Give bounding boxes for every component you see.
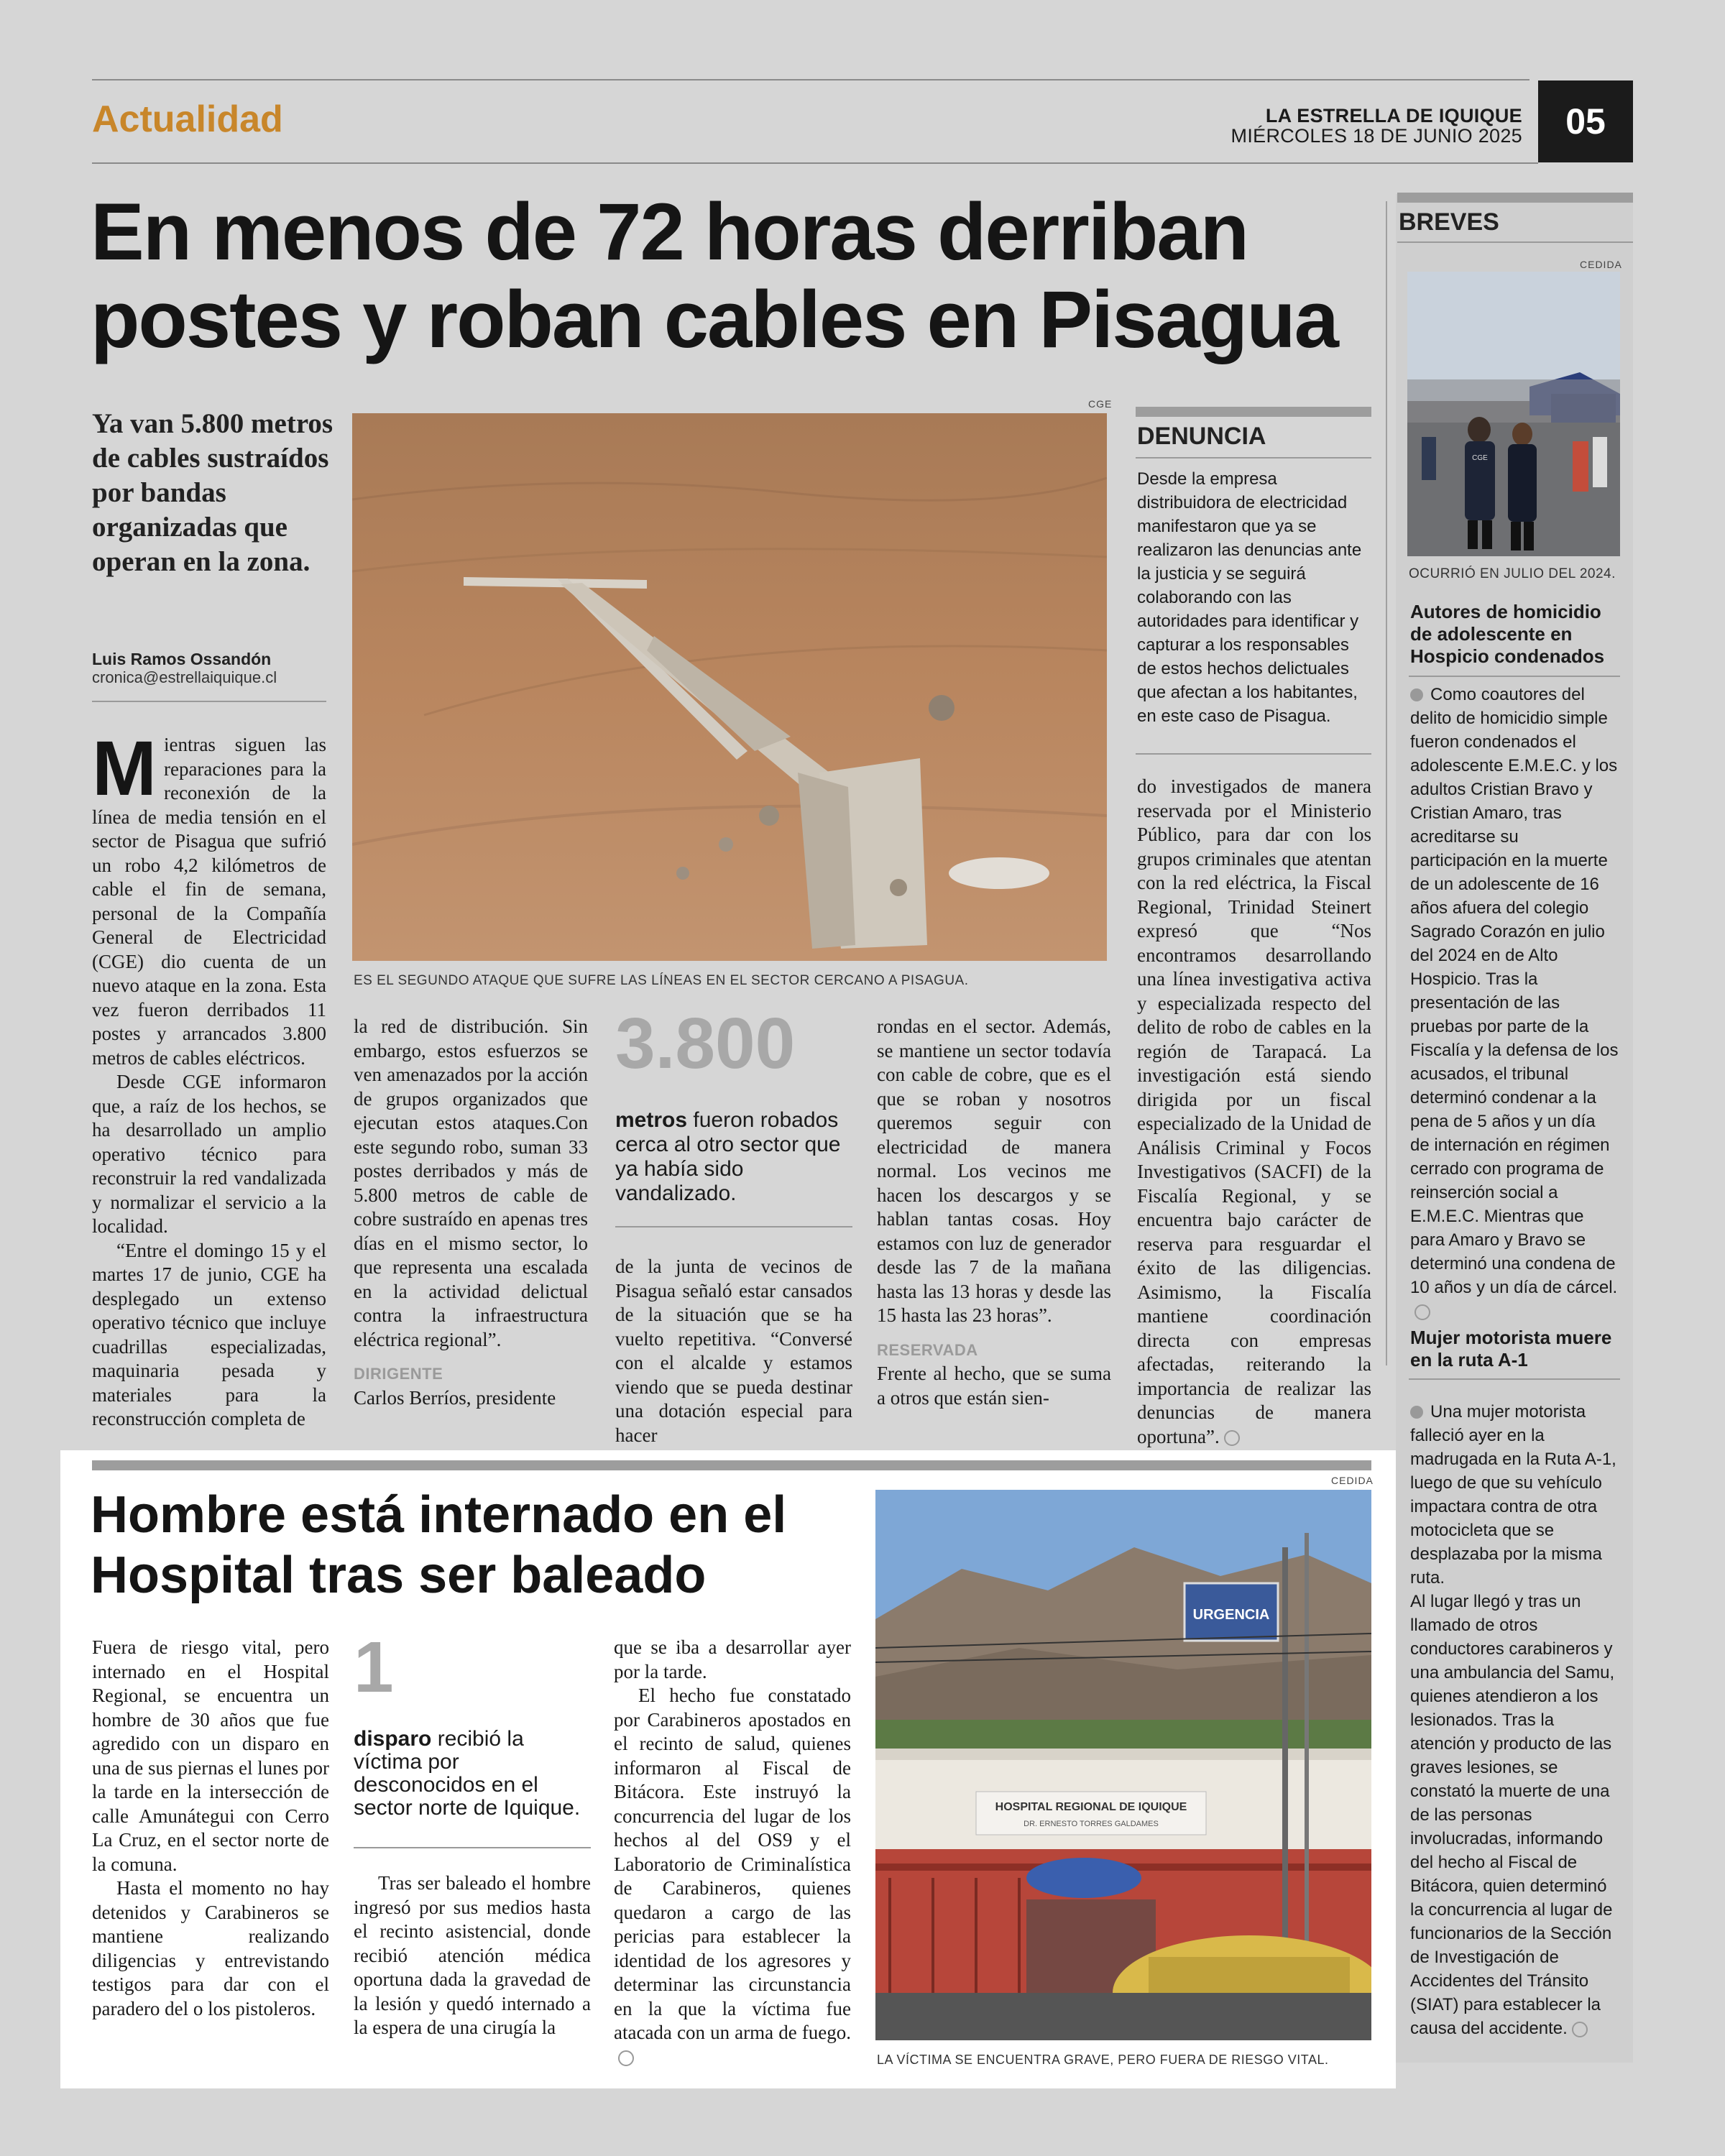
main-body-p2: Desde CGE informaron que, a raíz de los hechos, se ha desarrollado un amplio operativo técnico para reconstruir la red vandalizada y normalizar el servicio a la localidad. <box>92 1071 326 1237</box>
main-stat-desc: fueron robados cerca al otro sector que ya había sido vandalizado. <box>615 1108 841 1205</box>
second-stat-bold: disparo <box>354 1727 432 1751</box>
author-email: cronica@estrellaiquique.cl <box>92 668 277 686</box>
second-body-col2-p: Tras ser baleado el hombre ingresó por sus medios hasta el recinto asistencial, donde recibió atención médica oportuna dada la gravedad de la lesión y quedó internado a la espera de una cirugía la <box>354 1872 591 2038</box>
hospital-illustration <box>875 1490 1371 2040</box>
second-headline-line1: Hombre está internado en el <box>91 1486 787 1544</box>
main-stat-text <box>615 1108 852 1206</box>
second-stat-desc: recibió la víctima por desconocidos en el sector norte de Iquique. <box>354 1727 581 1820</box>
breves-item1-body <box>1410 683 1619 1323</box>
denuncia-top-bar <box>1136 407 1371 417</box>
urgencia-sign-text: URGENCIA <box>1192 1607 1270 1623</box>
issue-date: MIÉRCOLES 18 DE JUNIO 2025 <box>1230 125 1522 147</box>
section-label: Actualidad <box>92 98 283 140</box>
breves-item1-title: Autores de homicidio de adolescente en Hospicio condenados <box>1410 601 1605 667</box>
main-body-col3-p1: de la junta de vecinos de Pisagua señaló estar cansados de la situación que se ha vuelto repetitiva. “Conversé con el alcalde y estamos viendo que se pueda destinar una dotación especial para hacer <box>615 1256 852 1446</box>
breves-divider <box>1386 201 1387 1365</box>
breves-item2-rule <box>1409 1378 1620 1380</box>
second-body-col3-p1: que se iba a desarrollar ayer por la tarde. <box>614 1636 851 1682</box>
breves-photo-credit: CEDIDA <box>1580 259 1622 270</box>
end-mark-icon <box>1224 1430 1240 1446</box>
breves-item1-rule <box>1409 676 1620 677</box>
subhead-reservada: RESERVADA <box>877 1340 978 1359</box>
second-body-p1: Fuera de riesgo vital, pero internado en el Hospital Regional, se encuentra un hombre de 30 años que fue agredido con un disparo en una de sus piernas el lunes por la tarde en la intersección de calle Amunátegui con Cerro La Cruz, en el sector norte de la comuna. <box>92 1636 329 1875</box>
main-body-col4-p1: rondas en el sector. Además, se mantiene un sector todavía con cable de cobre, que es el que se roban y nosotros queremos seguir con electricidad de manera normal. Los vecinos me hacen los descargos y se hablan tantas cosas. Hoy estamos con luz de generador desde las 7 de la mañana hasta las 13 horas y desde las 15 hasta las 23 horas”. <box>877 1015 1111 1326</box>
main-photo-fallen-pole <box>352 413 1107 961</box>
second-headline-line2: Hospital tras ser baleado <box>91 1547 707 1604</box>
end-mark-icon <box>1414 1304 1430 1320</box>
header-bottom-rule <box>92 162 1538 164</box>
main-headline-line2: postes y roban cables en Pisagua <box>91 275 1338 364</box>
main-body-col2-p1: la red de distribución. Sin embargo, estos esfuerzos se ven amenazados por la acción de grupos organizados que ejecutan estos ataques.Con este segundo robo, suman 33 postes derribados y más de 5.800 metros de cable de cobre sustraído en apenas tres días en el mismo sector, lo que representa una escalada en la actividad delictual contra la infraestructura eléctrica regional”. <box>354 1015 588 1350</box>
main-body-p1: ientras siguen las reparaciones para la reconexión de la línea de media tensión en el sector de Pisagua que sufrió un robo 4,2 kilómetros de cable el fin de semana, personal de la Compañía General de Electricidad (CGE) dio cuenta de un nuevo ataque en la zona. Esta vez fueron derribados 11 postes y arrancados 3.800 metros de cables eléctricos. <box>92 734 326 1069</box>
breves-title: BREVES <box>1399 208 1499 236</box>
main-body-col4-p2: Frente al hecho, que se suma a otros que están sien- <box>877 1363 1111 1409</box>
denuncia-text: Desde la empresa distribuidora de electricidad manifestaron que ya se realizaron las denuncias ante la justicia y se seguirá colaborando con las autoridades para identificar y capturar a los responsables de estos hechos delictuales que afectan a los habitantes, en este caso de Pisagua. <box>1137 469 1362 726</box>
breves-photo <box>1407 272 1620 556</box>
denuncia-bottom-rule <box>1136 753 1371 755</box>
second-body-col3 <box>614 1636 851 2069</box>
stat-rule <box>615 1226 852 1227</box>
second-body-p2: Hasta el momento no hay detenidos y Carabineros se mantiene realizando diligencias y entrevistando testigos para dar con el paradero del o los pistoleros. <box>92 1877 329 2019</box>
main-deck: Ya van 5.800 metros de cables sustraídos por bandas organizadas que operan en la zona. <box>92 408 334 577</box>
author-rule <box>92 701 326 702</box>
hospital-photo <box>875 1490 1371 2040</box>
vest-label: CGE <box>1472 454 1488 462</box>
author-name: Luis Ramos Ossandón <box>92 650 272 668</box>
second-stat-text <box>354 1728 591 1820</box>
breves-item1-text: Como coautores del delito de homicidio simple fueron condenados el adolescente E.M.E.C. y los adultos Cristian Bravo y Cristian Amaro, tras acreditarse su participación en la muerte de un adolescente de 16 años afuera del colegio Sagrado Corazón en julio del 2024 en de Alto Hospicio. Tras la presentación de las pruebas por parte de la Fiscalía y la defensa de los acusados, el tribunal determinó condenar a la pena de 5 años y un día de internación en régimen cerrado con programa de reinserción social a E.M.E.C. Mientras que para Amaro y Bravo se determinó una condena de 10 años y un día de cárcel. <box>1410 685 1619 1297</box>
hospital-sign-text: HOSPITAL REGIONAL DE IQUIQUE <box>995 1801 1187 1813</box>
hospital-photo-caption: LA VÍCTIMA SE ENCUENTRA GRAVE, PERO FUERA DE RIESGO VITAL. <box>877 2053 1329 2067</box>
main-body-col2-p2: Carlos Berríos, presidente <box>354 1386 556 1409</box>
breves-item2-title: Mujer motorista muere en la ruta A-1 <box>1410 1327 1612 1370</box>
denuncia-title-rule <box>1136 457 1371 459</box>
main-photo-caption: ES EL SEGUNDO ATAQUE QUE SUFRE LAS LÍNEAS EN EL SECTOR CERCANO A PISAGUA. <box>354 973 969 988</box>
end-mark-icon <box>618 2050 634 2066</box>
main-body-col1 <box>92 724 326 1432</box>
hospital-photo-credit: CEDIDA <box>1331 1475 1374 1486</box>
subhead-dirigente: DIRIGENTE <box>354 1365 443 1383</box>
main-photo-credit: CGE <box>1088 398 1113 410</box>
drop-cap: M <box>92 724 157 811</box>
header-top-rule <box>92 79 1530 80</box>
main-body-col2 <box>354 1015 588 1410</box>
second-stat-rule <box>354 1847 591 1848</box>
main-stat-bold: metros <box>615 1108 688 1132</box>
fallen-pole-illustration <box>352 413 1107 961</box>
breves-photo-caption: OCURRIÓ EN JULIO DEL 2024. <box>1409 566 1616 581</box>
main-body-col4 <box>877 1015 1111 1410</box>
main-body-col3 <box>615 1255 852 1447</box>
second-body-col2 <box>354 1871 591 2040</box>
main-headline <box>91 188 1338 364</box>
breves-title-rule <box>1397 241 1633 243</box>
denuncia-title: DENUNCIA <box>1137 423 1266 450</box>
hospital-sign-sub: DR. ERNESTO TORRES GALDAMES <box>1024 1820 1159 1828</box>
main-body-col5 <box>1137 775 1371 1449</box>
bullet-icon <box>1410 688 1423 701</box>
newspaper-name: LA ESTRELLA DE IQUIQUE <box>1265 105 1522 126</box>
second-article-top-bar <box>92 1460 1371 1470</box>
breves-top-bar <box>1397 193 1633 203</box>
bullet-icon <box>1410 1406 1423 1419</box>
main-body-col5-p1: do investigados de manera reservada por el Ministerio Público, para dar con los grupos criminales que atentan con la red eléctrica, la Fiscal Regional, Trinidad Steinert expresó que “Nos encontramos desarrollando una línea investigativa activa y especializada respecto del delito de robo de cables en la región de Tarapacá. La investigación está siendo dirigida por un fiscal especializado de la Unidad de Análisis Criminal y Focos Investigativos (SACFI) de la Fiscalía Regional, y se encuentra bajo carácter de reserva para resguardar el éxito de las diligencias. Asimismo, la Fiscalía mantiene coordinación directa con empresas afectadas, reiterando la importancia de realizar las denuncias de manera oportuna”. <box>1137 775 1371 1447</box>
end-mark-icon <box>1572 2022 1588 2037</box>
breves-item2-p1: Una mujer motorista falleció ayer en la madrugada en la Ruta A-1, luego de que su vehículo impactara contra de otra motocicleta que se desplazaba por la misma ruta. <box>1410 1402 1616 1588</box>
main-headline-line1: En menos de 72 horas derriban <box>91 187 1248 277</box>
main-body-p3: “Entre el domingo 15 y el martes 17 de junio, CGE ha desplegado un extenso operativo técnico que incluye cuadrillas especializadas, maquinaria pesada y materiales para la reconstrucción completa de <box>92 1239 326 1429</box>
second-stat-number: 1 <box>354 1627 394 1708</box>
breves-item2-p2: Al lugar llegó y tras un llamado de otros conductores carabineros y una ambulancia del Samu, quienes atendieron a los lesionados. Tras la atención y producto de las graves lesiones, se constató la muerte de una de las personas involucradas, informando del hecho al Fiscal de Bitácora, quien determinó la concurrencia al lugar de funcionarios de la Sección de Investigación de Accidentes del Tránsito (SIAT) para establecer la causa del accidente. <box>1410 1592 1615 2038</box>
page-number: 05 <box>1538 80 1633 162</box>
second-body-col1 <box>92 1636 329 2021</box>
breves-photo-illustration <box>1407 272 1620 556</box>
second-headline <box>91 1485 786 1606</box>
breves-item2-body <box>1410 1400 1619 2040</box>
second-body-col3-p2: El hecho fue constatado por Carabineros apostados en el recinto de salud, quienes informaron al Fiscal de Bitácora. Este instruyó la concurrencia del lugar de los hechos al del OS9 y el Laboratorio de Criminalística de Carabineros, quienes quedaron a cargo de las pericias para establecer la identidad de los agresores y determinar las circunstancia en la que la víctima fue atacada con un arma de fuego. <box>614 1685 851 2043</box>
main-stat-number: 3.800 <box>615 1003 796 1084</box>
